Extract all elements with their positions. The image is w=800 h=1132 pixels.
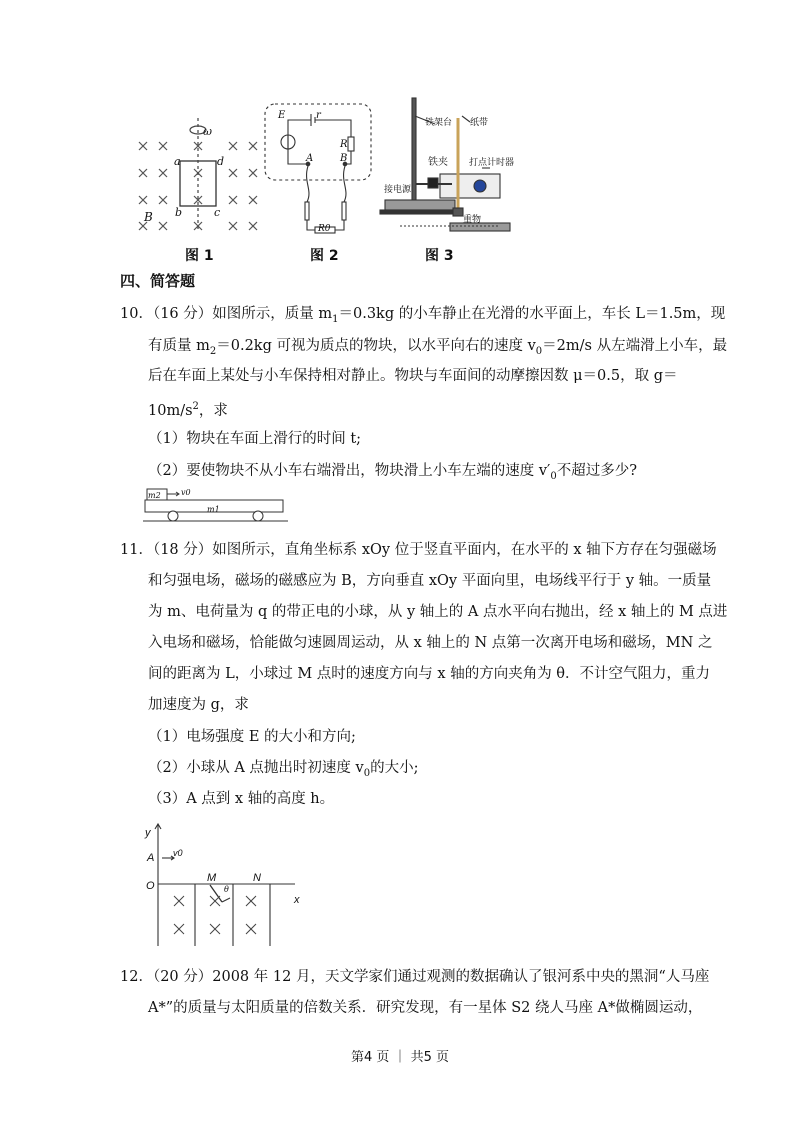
q11-A-label: A bbox=[147, 852, 155, 864]
q11-v0-label: v0 bbox=[173, 848, 183, 858]
q11-sub1: （1）电场强度 E 的大小和方向; bbox=[148, 729, 356, 745]
q10-m2-label: m2 bbox=[148, 491, 161, 500]
q11-line5: 间的距离为 L，小球过 M 点时的速度方向与 x 轴的方向夹角为 θ．不计空气阻力，重力 bbox=[148, 666, 711, 682]
q10-sub1: （1）物块在车面上滑行的时间 t; bbox=[148, 431, 362, 447]
section-title: 四、简答题 bbox=[120, 272, 196, 290]
q10-line2: 有质量 $m_2=0.2kg$ 可视为质点的物块，以水平向右的速度 $v_0=2m/s$ 从左端滑上小车，最 bbox=[148, 338, 728, 357]
q11-sub3: （3）A 点到 x 轴的高度 h。 bbox=[148, 791, 335, 807]
q11-line2: 和匀强电场，磁场的磁感应为 B，方向垂直 xOy 平面向里，电场线平行于 y 轴。一质量 bbox=[148, 573, 712, 589]
q11-M-label: M bbox=[207, 872, 217, 884]
fig3-caption: 图 3 bbox=[425, 248, 454, 264]
q10-sub2: （2）要使物块不从小车右端滑出，物块滑上小车左端的速度 $v'_0$不超过多少? bbox=[148, 463, 637, 482]
fig3-timer-label: 打点计时器 bbox=[469, 158, 515, 168]
fig1-a-label: a bbox=[174, 155, 181, 168]
fig3-stand-label: 铁架台 bbox=[425, 118, 453, 128]
fig3-clamp-label: 铁夹 bbox=[428, 157, 448, 168]
fig1-caption: 图 1 bbox=[185, 248, 214, 264]
fig3-tape-label: 纸带 bbox=[470, 118, 489, 128]
q10-line3: 后在车面上某处与小车保持相对静止。物块与车面间的动摩擦因数 μ＝0.5，取 g＝ bbox=[148, 368, 678, 384]
q10-line4: $10m/s^2$，求 bbox=[148, 401, 228, 419]
fig2-caption: 图 2 bbox=[310, 248, 339, 264]
fig1-c-label: c bbox=[214, 206, 221, 219]
fig3-weight-label: 重物 bbox=[463, 215, 482, 225]
q11-line1: 11．（18 分）如图所示，直角坐标系 xOy 位于竖直平面内，在水平的 x 轴下方存在匀强磁场 bbox=[120, 542, 717, 558]
q11-y-label: y bbox=[145, 827, 151, 839]
q10-v0-label: v0 bbox=[181, 488, 191, 497]
fig2-R0-label: R0 bbox=[318, 224, 331, 234]
q11-N-label: N bbox=[253, 872, 261, 884]
q10-line1: 10．（16 分）如图所示，质量 $m_1=0.3kg$ 的小车静止在光滑的水平面上，车长 L＝1.5m，现 bbox=[120, 306, 726, 325]
fig2-r-label: r bbox=[316, 110, 321, 121]
q11-line4: 入电场和磁场，恰能做匀速圆周运动，从 x 轴上的 N 点第一次离开电场和磁场，MN 之 bbox=[148, 635, 713, 651]
q12-line1: 12．（20 分）2008 年 12 月，天文学家们通过观测的数据确认了银河系中央的黑洞“人马座 bbox=[120, 969, 710, 985]
fig1-b-label: b bbox=[175, 206, 183, 219]
fig2-E-label: E bbox=[278, 110, 286, 121]
q11-x-label: x bbox=[294, 894, 300, 906]
figure-1-diagram bbox=[135, 118, 265, 238]
fig3-power-label: 接电源 bbox=[384, 185, 412, 195]
fig1-omega-label: ω bbox=[203, 125, 212, 138]
fig2-R-label: R bbox=[340, 139, 348, 150]
fig1-d-label: d bbox=[217, 155, 225, 168]
q11-theta-label: θ bbox=[224, 885, 229, 894]
q11-line3: 为 m、电荷量为 q 的带正电的小球，从 y 轴上的 A 点水平向右抛出，经 x 轴上的 M 点进 bbox=[148, 604, 728, 620]
page-footer: 第4 页 ｜ 共5 页 bbox=[350, 1050, 450, 1065]
q11-sub2: （2）小球从 A 点抛出时初速度 $v_0$的大小; bbox=[148, 760, 419, 779]
q11-O-label: O bbox=[146, 880, 155, 892]
fig1-B-label: B bbox=[144, 210, 153, 224]
q10-m1-label: m1 bbox=[207, 505, 220, 514]
q12-line2: A*”的质量与太阳质量的倍数关系．研究发现，有一星体 S2 绕人马座 A*做椭圆运动， bbox=[148, 1000, 703, 1016]
fig2-A-label: A bbox=[306, 153, 314, 164]
fig2-B-label: B bbox=[340, 153, 348, 164]
q11-line6: 加速度为 g，求 bbox=[148, 697, 249, 713]
